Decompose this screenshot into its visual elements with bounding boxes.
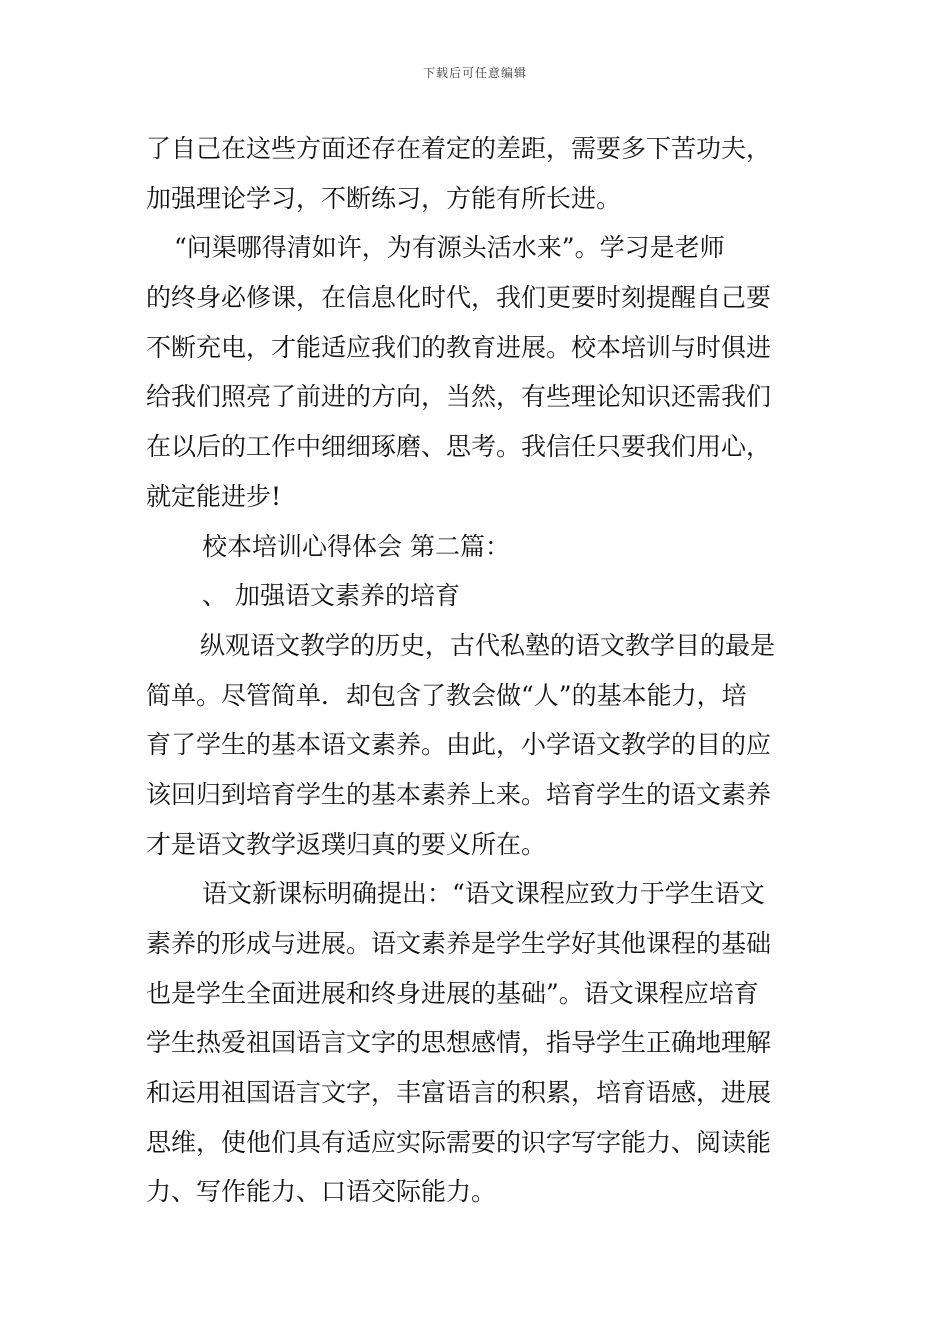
text-line: 力、写作能力、口语交际能力。 <box>146 1177 497 1207</box>
text-line: 就定能进步! <box>146 481 282 511</box>
text-line: 在以后的工作中细细琢磨、思考。我信任只要我们用心， <box>146 432 772 462</box>
section-title: 校本培训心得体会 第二篇： <box>202 531 510 561</box>
text-line: 学生热爱祖国语言文字的思想感情，指导学生正确地理解 <box>146 1028 772 1058</box>
text-line: 该回归到培育学生的基本素养上来。培育学生的语文素养 <box>146 779 772 809</box>
text-line: 了自己在这些方面还存在着定的差距，需要多下苦功夫， <box>146 134 772 163</box>
text-line: 纵观语文教学的历史，古代私塾的语文教学目的最是 <box>200 630 776 660</box>
section-heading: 、 加强语文素养的培育 <box>202 581 460 611</box>
text-line: 也是学生全面进展和终身进展的基础”。语文课程应培育 <box>146 978 759 1008</box>
text-line: 不断充电，才能适应我们的教育进展。校本培训与时俱进 <box>146 332 772 362</box>
text-line: 语文新课标明确提出：“语文课程应致力于学生语文 <box>202 879 765 909</box>
text-line: “问渠哪得清如许，为有源头活水来”。学习是老师 <box>174 233 725 263</box>
text-line: 加强理论学习，不断练习，方能有所长进。 <box>146 183 622 213</box>
text-line: 素养的形成与进展。语文素养是学生学好其他课程的基础 <box>146 929 772 958</box>
text-line: 和运用祖国语言文字，丰富语言的积累，培育语感，进展 <box>146 1078 772 1108</box>
text-line: 简单。尽管简单．却包含了教会做“人”的基本能力，培 <box>146 680 747 710</box>
document-body <box>146 124 812 1217</box>
page-header: 下载后可任意编辑 <box>422 66 527 80</box>
text-line: 才是语文教学返璞归真的要义所在。 <box>146 829 547 859</box>
text-line: 给我们照亮了前进的方向，当然，有些理论知识还需我们 <box>146 382 772 412</box>
text-line: 的终身必修课，在信息化时代，我们更要时刻提醒自己要 <box>146 283 772 313</box>
text-line: 育了学生的基本语文素养。由此，小学语文教学的目的应 <box>146 730 772 760</box>
text-line: 思维，使他们具有适应实际需要的识字写字能力、阅读能 <box>146 1127 772 1157</box>
